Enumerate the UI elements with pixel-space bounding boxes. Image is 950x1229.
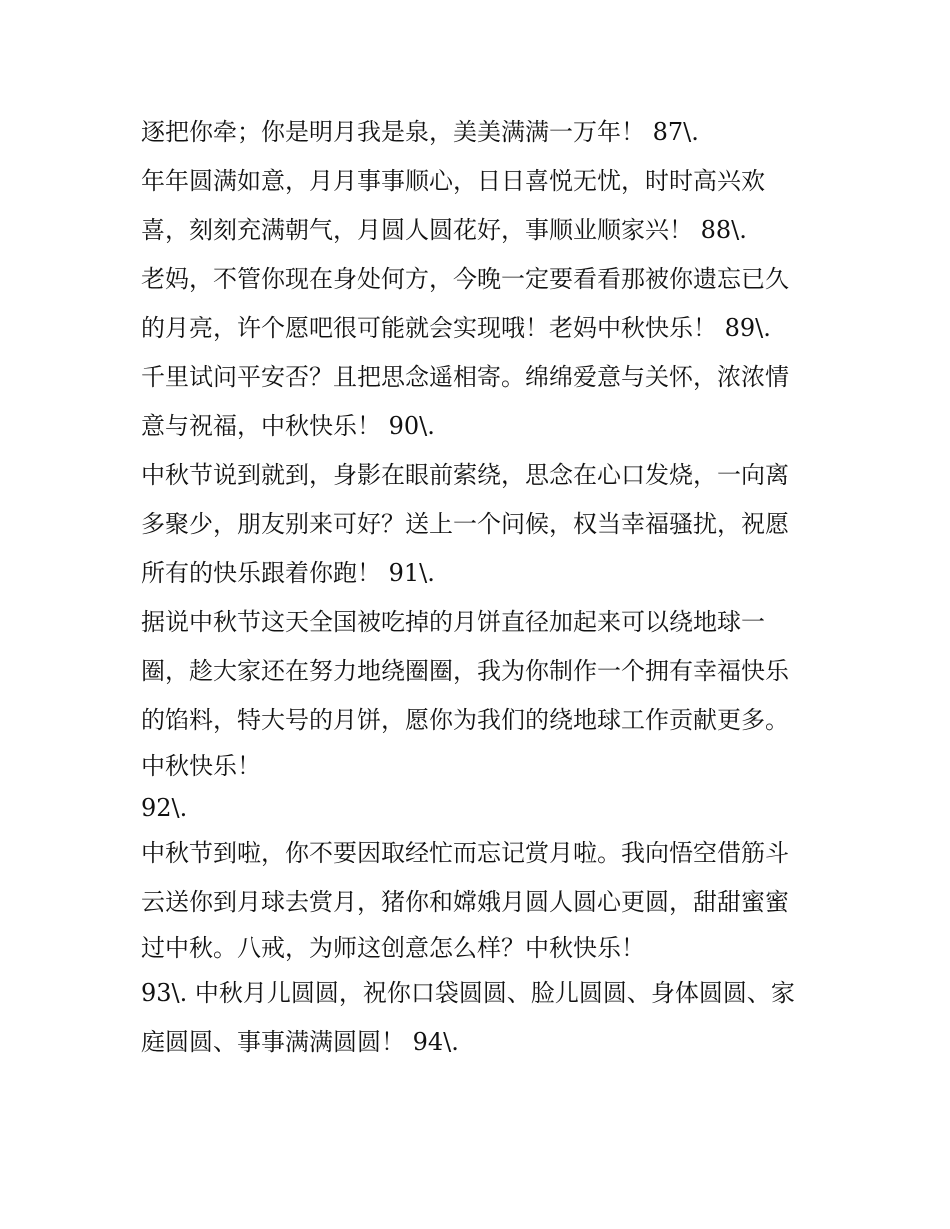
text-line: 多聚少，朋友别来可好？送上一个问候，权当幸福骚扰，祝愿 (141, 510, 789, 538)
text-line: 的月亮，许个愿吧很可能就会实现哦！老妈中秋快乐！ 89\. (141, 314, 771, 342)
text-line: 92\. (141, 794, 188, 822)
text-line: 千里试问平安否？且把思念遥相寄。绵绵爱意与关怀，浓浓情 (141, 363, 789, 391)
text-line: 所有的快乐跟着你跑！ 91\. (141, 559, 435, 587)
text-line: 年年圆满如意，月月事事顺心，日日喜悦无忧，时时高兴欢 (141, 167, 765, 195)
text-line: 逐把你牵；你是明月我是泉，美美满满一万年！ 87\. (141, 118, 699, 146)
text-line: 意与祝福，中秋快乐！ 90\. (141, 412, 435, 440)
text-line: 庭圆圆、事事满满圆圆！ 94\. (141, 1028, 459, 1056)
text-line: 云送你到月球去赏月，猪你和嫦娥月圆人圆心更圆，甜甜蜜蜜 (141, 888, 789, 916)
text-line: 老妈，不管你现在身处何方，今晚一定要看看那被你遗忘已久 (141, 265, 789, 293)
text-line: 93\. 中秋月儿圆圆，祝你口袋圆圆、脸儿圆圆、身体圆圆、家 (141, 979, 795, 1007)
text-line: 中秋快乐！ (141, 752, 261, 780)
text-line: 圈，趁大家还在努力地绕圈圈，我为你制作一个拥有幸福快乐 (141, 657, 789, 685)
text-line: 中秋节说到就到，身影在眼前萦绕，思念在心口发烧，一向离 (141, 461, 789, 489)
text-line: 过中秋。八戒，为师这创意怎么样？中秋快乐！ (141, 934, 645, 962)
text-line: 的馅料，特大号的月饼，愿你为我们的绕地球工作贡献更多。 (141, 706, 789, 734)
text-line: 据说中秋节这天全国被吃掉的月饼直径加起来可以绕地球一 (141, 608, 765, 636)
text-line: 喜，刻刻充满朝气，月圆人圆花好，事顺业顺家兴！ 88\. (141, 216, 747, 244)
text-line: 中秋节到啦，你不要因取经忙而忘记赏月啦。我向悟空借筋斗 (141, 839, 789, 867)
document-body (141, 108, 821, 1067)
